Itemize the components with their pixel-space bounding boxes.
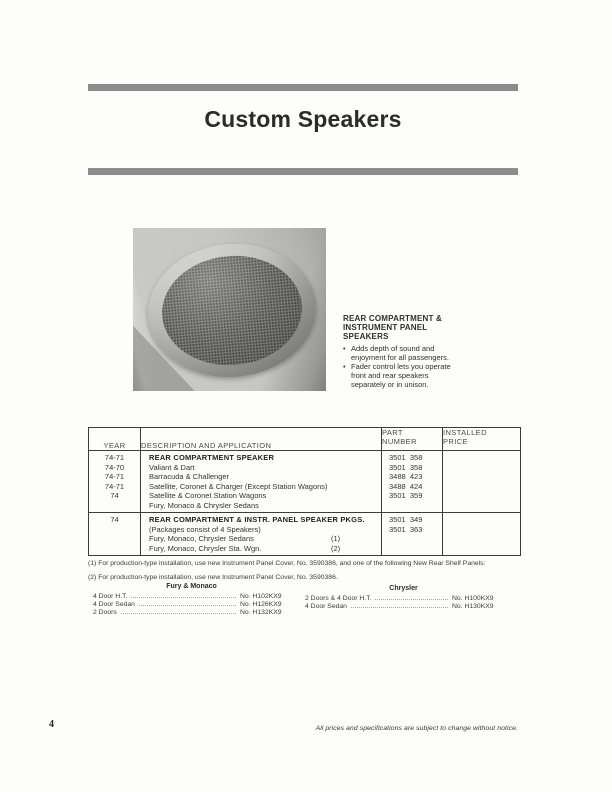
table-section-speaker-packages xyxy=(89,513,521,556)
description-value: Barracuda & Challenger xyxy=(149,472,230,481)
panel-part-number: No. H132KX9 xyxy=(240,609,282,616)
column-header-year: YEAR xyxy=(89,428,141,451)
year-value: 74-71 xyxy=(104,481,125,491)
part-number-cell xyxy=(382,451,443,513)
installed-price-cell xyxy=(443,451,521,513)
shelf-panel-row xyxy=(305,595,502,603)
year-value: 74 xyxy=(110,491,119,500)
section-title: REAR COMPARTMENT SPEAKER xyxy=(149,453,275,462)
description-value: Fury, Monaco, Chrysler Sedans xyxy=(149,534,254,543)
caption-heading-line: SPEAKERS xyxy=(343,332,389,341)
shelf-panel-group-title: Chrysler xyxy=(389,585,418,592)
bullet-text: Adds depth of sound and xyxy=(351,344,435,353)
shelf-panel-list-chrysler xyxy=(305,585,502,611)
panel-part-number: No. H100KX9 xyxy=(452,595,494,602)
section-title: REAR COMPARTMENT & INSTR. PANEL SPEAKER PKGS. xyxy=(149,515,365,524)
bullet-text: front and rear speakers xyxy=(351,371,429,381)
part-number-value: 3501 359 xyxy=(389,491,423,500)
dot-leader xyxy=(131,597,236,598)
year-value: 74-71 xyxy=(104,472,125,481)
panel-part-number: No. H126KX9 xyxy=(240,601,282,608)
description-row xyxy=(141,544,381,554)
description-cell xyxy=(141,513,382,556)
bullet-icon: • xyxy=(343,362,346,372)
description-value: Satellite, Coronet & Charger (Except Station Wagons) xyxy=(149,481,328,491)
bullet-text: enjoyment for all passengers. xyxy=(351,352,449,362)
section-subtitle: (Packages consist of 4 Speakers) xyxy=(149,524,261,534)
description-cell xyxy=(141,451,382,513)
dot-leader xyxy=(139,605,236,606)
header-rule-bottom xyxy=(88,168,518,175)
year-value: 74-70 xyxy=(104,462,125,472)
header-rule-top xyxy=(88,84,518,91)
footnote-ref: (2) xyxy=(331,543,341,553)
footnote-ref: (1) xyxy=(331,534,341,543)
description-value: Satellite & Coronet Station Wagons xyxy=(149,491,267,500)
year-value: 74 xyxy=(110,515,119,524)
part-number-value: 3501 349 xyxy=(389,515,423,524)
description-value: Valiant & Dart xyxy=(149,462,195,472)
description-value: Fury, Monaco, Chrysler Sta. Wgn. xyxy=(149,543,262,553)
dot-leader xyxy=(351,607,448,608)
speaker-photo xyxy=(133,228,326,391)
page-number: 4 xyxy=(49,719,54,730)
shelf-panel-row xyxy=(93,601,290,609)
parts-table xyxy=(88,427,521,556)
body-style-label: 2 Doors xyxy=(93,609,117,616)
shelf-panel-row xyxy=(93,593,290,601)
caption-heading-line: REAR COMPARTMENT & xyxy=(343,314,443,323)
dot-leader xyxy=(375,599,448,600)
shelf-panel-group-title: Fury & Monaco xyxy=(166,583,217,590)
price-disclaimer: All prices and specifications are subject to change without notice. xyxy=(315,725,518,732)
installed-price-cell xyxy=(443,513,521,556)
body-style-label: 4 Door Sedan xyxy=(93,601,135,608)
shelf-panel-row xyxy=(305,603,502,611)
year-value: 74-71 xyxy=(104,453,125,462)
column-header-part-number: PART NUMBER xyxy=(382,428,443,451)
page-title: Custom Speakers xyxy=(204,106,402,132)
body-style-label: 4 Door H.T. xyxy=(93,593,128,600)
description-value: Fury, Monaco & Chrysler Sedans xyxy=(149,500,259,510)
body-style-label: 4 Door Sedan xyxy=(305,603,347,610)
shelf-panel-row xyxy=(93,609,290,617)
part-number-value: 3501 358 xyxy=(389,453,423,462)
bullet-item xyxy=(343,345,521,362)
caption-heading xyxy=(343,314,521,341)
bullet-text: separately or in unison. xyxy=(351,379,429,389)
bullet-icon: • xyxy=(343,344,346,353)
part-number-cell xyxy=(382,513,443,556)
year-cell xyxy=(89,513,141,556)
body-style-label: 2 Doors & 4 Door H.T. xyxy=(305,595,372,602)
caption-bullets xyxy=(343,345,521,390)
bullet-text: Fader control lets you operate xyxy=(351,362,451,372)
caption-heading-line: INSTRUMENT PANEL xyxy=(343,323,428,332)
table-header-row xyxy=(89,428,521,451)
panel-part-number: No. H102KX9 xyxy=(240,593,282,600)
product-caption xyxy=(343,314,521,391)
column-header-description: DESCRIPTION AND APPLICATION xyxy=(141,428,382,451)
part-number-value: 3501 363 xyxy=(389,524,423,534)
part-number-value: 3488 424 xyxy=(389,481,423,491)
description-row xyxy=(141,534,381,544)
part-number-value: 3501 358 xyxy=(389,462,423,472)
panel-part-number: No. H130KX9 xyxy=(452,603,494,610)
part-number-value: 3488 423 xyxy=(389,472,423,481)
bullet-item xyxy=(343,363,521,389)
column-header-installed-price: INSTALLED PRICE xyxy=(443,428,521,451)
dot-leader xyxy=(121,613,236,614)
year-cell xyxy=(89,451,141,513)
footnote-1: (1) For production-type installation, use new Instrument Panel Cover, No. 3590386, and one of the following New Rear Shelf Panels: xyxy=(88,560,486,567)
table-section-rear-compartment xyxy=(89,451,521,513)
footnote-2: (2) For production-type installation, use new Instrument Panel Cover, No. 3590386. xyxy=(88,574,338,581)
shelf-panel-list-fury-monaco xyxy=(93,583,290,617)
